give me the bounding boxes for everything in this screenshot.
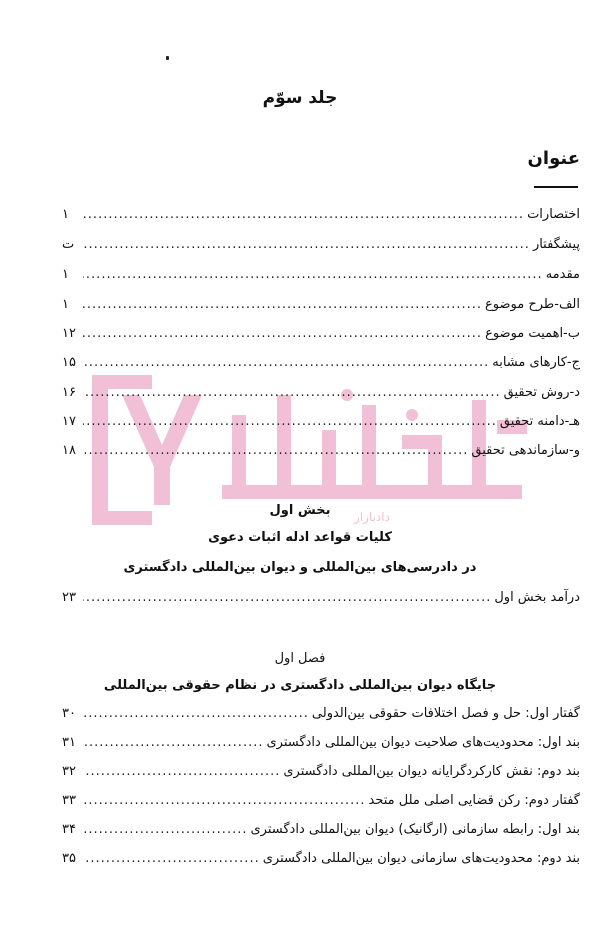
entry-page: ۲۳	[62, 590, 76, 605]
dot-leader	[83, 267, 543, 282]
dot-leader	[83, 414, 497, 429]
entry-title: د-روش تحقیق	[503, 385, 580, 400]
entry-page: ۱۵	[62, 355, 76, 370]
dot-leader	[83, 297, 482, 312]
entry-title: مقدمه	[545, 267, 580, 282]
contents-heading: عنوان	[527, 148, 580, 169]
toc-entry	[62, 385, 580, 409]
entry-page: ۱۷	[62, 414, 76, 429]
entry-title: پیشگفتار	[532, 237, 580, 252]
dot-leader	[83, 355, 489, 370]
entry-title: درآمد بخش اول	[494, 590, 580, 605]
entry-page: ۱	[62, 207, 69, 222]
entry-title: گفتار دوم: رکن قضایی اصلی ملل متحد	[368, 793, 580, 808]
toc-entry	[62, 414, 580, 438]
entry-title: بند اول: محدودیت‌های صلاحیت دیوان بین‌المللی دادگستری	[266, 735, 580, 750]
part-label: بخش اول	[269, 503, 331, 518]
entry-page: ۳۱	[62, 735, 76, 750]
entry-page: ۳۳	[62, 793, 76, 808]
toc-entry	[62, 822, 580, 846]
entry-title: بند دوم: محدودیت‌های سازمانی دیوان بین‌المللی دادگستری	[262, 851, 580, 866]
part-title-line2: در دادرسی‌های بین‌المللی و دیوان بین‌المللی دادگستری	[123, 560, 477, 575]
entry-page: ۳۵	[62, 851, 76, 866]
entry-title: ب-اهمیت موضوع	[485, 326, 580, 341]
dot-leader	[83, 207, 524, 222]
toc-entry	[62, 706, 580, 730]
entry-title: ج-کارهای مشابه	[492, 355, 580, 370]
dot-leader	[83, 793, 366, 808]
entry-page: ۱	[62, 297, 69, 312]
toc-entry	[62, 326, 580, 350]
entry-page: ۱۸	[62, 443, 76, 458]
entry-title: گفتار اول: حل و فصل اختلافات حقوقی بین‌الدولی	[311, 706, 580, 721]
dot-leader	[83, 590, 491, 605]
entry-page: ۳۰	[62, 706, 76, 721]
dot-leader	[83, 326, 482, 341]
dot-leader	[83, 735, 263, 750]
entry-page: ۳۴	[62, 822, 76, 837]
entry-page: ۱۲	[62, 326, 76, 341]
toc-entry	[62, 590, 580, 614]
entry-page: ت	[62, 237, 75, 252]
dot-leader	[83, 385, 501, 400]
toc-entry	[62, 355, 580, 379]
chapter-label: فصل اول	[274, 651, 326, 666]
toc-entry	[62, 443, 580, 467]
entry-page: ۱	[62, 267, 69, 282]
watermark-text: دادبازار	[354, 510, 390, 524]
heading-underline	[534, 186, 578, 188]
toc-entry	[62, 297, 580, 321]
dot-leader	[83, 706, 309, 721]
entry-title: و-سازماندهی تحقیق	[471, 443, 580, 458]
entry-title: الف-طرح موضوع	[485, 297, 580, 312]
toc-entry	[62, 237, 580, 261]
dot-leader	[83, 237, 530, 252]
toc-entry	[62, 764, 580, 788]
toc-entry	[62, 735, 580, 759]
entry-title: بند اول: رابطه سازمانی (ارگانیک) دیوان بین‌المللی دادگستری	[250, 822, 580, 837]
entry-page: ۳۲	[62, 764, 76, 779]
entry-page: ۱۶	[62, 385, 76, 400]
ink-speck	[166, 56, 169, 60]
toc-entry	[62, 851, 580, 875]
toc-entry	[62, 207, 580, 231]
dot-leader	[83, 851, 260, 866]
entry-title: اختصارات	[527, 207, 580, 222]
volume-title: جلد سوّم	[262, 88, 338, 108]
toc-entry	[62, 267, 580, 291]
chapter-title: جایگاه دیوان بین‌المللی دادگستری در نظام حقوقی بین‌المللی	[103, 678, 497, 693]
part-title-line1: کلیات قواعد ادله اثبات دعوی	[208, 530, 392, 545]
dot-leader	[83, 822, 247, 837]
dot-leader	[83, 443, 468, 458]
dot-leader	[83, 764, 280, 779]
entry-title: بند دوم: نقش کارکردگرایانه دیوان بین‌المللی دادگستری	[283, 764, 580, 779]
entry-title: هـ-دامنه تحقیق	[499, 414, 580, 429]
toc-entry	[62, 793, 580, 817]
